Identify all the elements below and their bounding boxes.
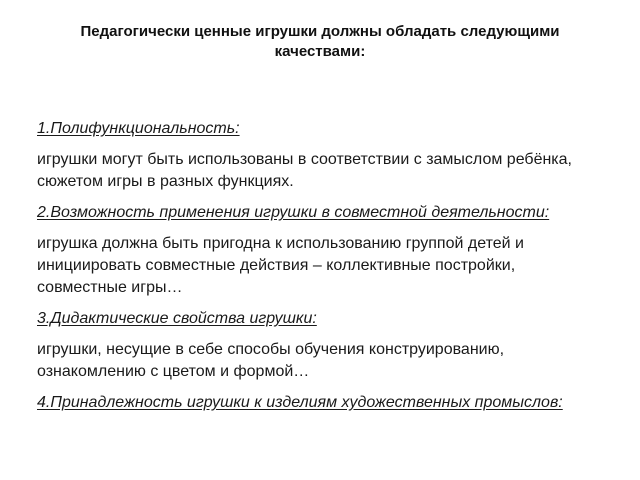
section-4-heading: 4.Принадлежность игрушки к изделиям художественных промыслов: (37, 394, 563, 411)
section-1-heading: 1.Полифункциональность: (37, 120, 240, 137)
slide-title: Педагогически ценные игрушки должны обладать следующими качествами: (80, 23, 560, 60)
section-3-text: игрушки, несущие в себе способы обучения конструированию, ознакомлению с цветом и формой… (37, 341, 505, 380)
section-2-heading: 2.Возможность применения игрушки в совместной деятельности: (37, 204, 550, 221)
section-3-heading: 3.Дидактические свойства игрушки: (37, 310, 317, 327)
section-2-text: игрушка должна быть пригодна к использованию группой детей и инициировать совместные действия – коллективные постройки, совместные игры… (37, 235, 524, 296)
slide-content (37, 118, 607, 423)
section-1-text: игрушки могут быть использованы в соответствии с замыслом ребёнка, сюжетом игры в разных функциях. (37, 151, 572, 190)
